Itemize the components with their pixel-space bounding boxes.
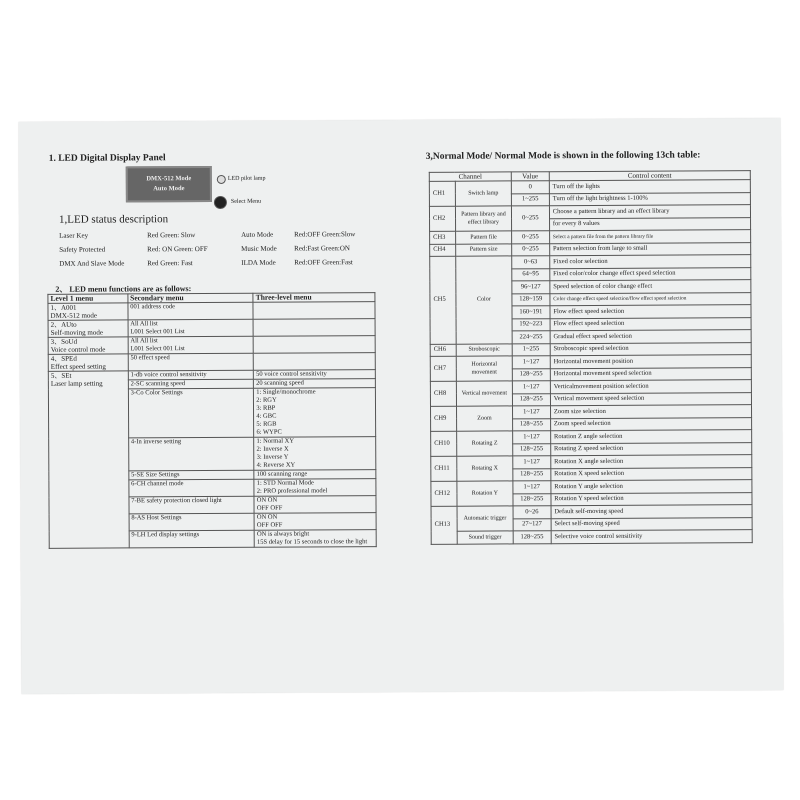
value-cell: 160~191 xyxy=(512,306,550,319)
panel-title: 1. LED Digital Display Panel xyxy=(48,153,166,164)
channel-function-cell: Sound trigger xyxy=(457,531,513,544)
control-content-cell: Rotation Y speed selection xyxy=(551,492,752,506)
control-content-cell: Rotation Z angle selection xyxy=(550,430,751,444)
secondary-cell: 001 address code xyxy=(128,302,254,320)
level1-cell: 1、A001 DMX-512 mode xyxy=(48,303,128,320)
level3-cell xyxy=(253,336,375,354)
status-list xyxy=(59,230,399,274)
status-key: Music Mode xyxy=(241,244,277,253)
status-value: Red:OFF Green:Fast xyxy=(294,258,353,267)
value-cell: 1~255 xyxy=(511,193,549,206)
channel-header: Channel xyxy=(429,172,511,181)
select-menu-label: Select Menu xyxy=(230,198,262,205)
secondary-cell: All All list L001 Select 001 List xyxy=(128,319,254,337)
level3-cell: 50 voice control sensitivity xyxy=(254,370,376,380)
status-key: Laser Key xyxy=(59,231,89,240)
channel-id-cell: CH1 xyxy=(429,181,455,206)
level3-cell: ON ON OFF OFF xyxy=(254,496,376,514)
status-value: Red:Fast Green:ON xyxy=(294,244,350,253)
lcd-line-2: Auto Mode xyxy=(153,185,185,193)
channel-function-cell: Switch lamp xyxy=(455,181,511,206)
value-cell: 128~255 xyxy=(513,468,551,481)
channel-function-cell: Rotation Y xyxy=(457,481,513,506)
secondary-cell: All All list L001 Select 001 List xyxy=(128,336,254,354)
value-cell: 0~255 xyxy=(511,206,549,231)
menu-row xyxy=(48,336,375,355)
level3-cell: ON is always bright 15S delay for 15 seconds to close the light xyxy=(254,530,376,548)
channel-id-cell: CH8 xyxy=(430,381,456,406)
control-content-cell: Select a pattern file from the pattern library file xyxy=(549,230,750,244)
menu-row xyxy=(48,353,375,372)
secondary-cell: 8-AS Host Settings xyxy=(129,513,255,531)
value-cell: 1~127 xyxy=(513,481,551,494)
control-content-cell: Verticalmovement position selection xyxy=(550,380,751,394)
level3-cell xyxy=(253,302,375,320)
secondary-cell: 4-In inverse setting xyxy=(128,437,254,471)
channel-function-cell: Pattern size xyxy=(456,243,512,256)
channel-function-cell: Color xyxy=(456,256,512,344)
channel-function-cell: Vertical movement xyxy=(456,381,512,406)
level1-cell: 5、SEt Laser lamp setting xyxy=(48,371,129,548)
value-cell: 1~127 xyxy=(512,356,550,369)
control-content-cell: Fixed color/color change effect speed selection xyxy=(550,267,751,281)
channel-id-cell: CH3 xyxy=(430,231,456,244)
channel-function-cell: Rotating Z xyxy=(457,431,513,456)
channel-function-cell: Horizontal movement xyxy=(456,356,512,381)
content-header: Control content xyxy=(549,171,750,181)
channel-id-cell: CH2 xyxy=(429,206,455,231)
control-content-cell: Stroboscopic speed selection xyxy=(550,342,751,356)
value-cell: 128~255 xyxy=(513,493,551,506)
value-cell: 96~127 xyxy=(512,281,550,294)
value-cell: 1~127 xyxy=(513,456,551,469)
channel-id-cell: CH10 xyxy=(431,431,457,456)
status-title: 1,LED status description xyxy=(58,213,169,226)
select-menu-button-icon xyxy=(214,196,227,209)
status-value: Red Green: Fast xyxy=(147,259,193,268)
control-content-cell: Turn off the light brightness 1-100% xyxy=(549,192,750,206)
level1-cell: 3、SoUd Voice control mode xyxy=(48,337,128,354)
secondary-cell: 5-SE Size Settings xyxy=(129,470,255,480)
control-content-cell: Selective voice control sensitivity xyxy=(551,530,752,544)
channel-function-cell: Automatic trigger xyxy=(457,506,513,531)
secondary-cell: 9-LH Led display settings xyxy=(129,530,255,548)
channel-id-cell: CH13 xyxy=(431,506,457,544)
menu-header: Secondary menu xyxy=(128,293,254,303)
level3-cell xyxy=(253,319,375,337)
value-cell: 0~255 xyxy=(511,231,549,244)
secondary-cell: 1-db voice control sensitivity xyxy=(128,370,254,380)
control-content-cell: for every 8 values xyxy=(549,217,750,231)
channel-id-cell: CH4 xyxy=(430,244,456,257)
status-key: Safety Protected xyxy=(59,245,106,254)
menu-title: 2、 LED menu functions are as follows: xyxy=(55,284,192,294)
channel-function-cell: Rotating X xyxy=(457,456,513,481)
control-content-cell: Rotating Z speed selection xyxy=(551,442,752,456)
value-cell: 1~127 xyxy=(512,406,550,419)
menu-row xyxy=(48,302,375,321)
control-content-cell: Choose a pattern library and an effect library xyxy=(549,205,750,219)
value-cell: 128~255 xyxy=(513,531,551,544)
control-content-cell: Zoom size selection xyxy=(550,405,751,419)
control-content-cell: Gradual effect speed selection xyxy=(550,330,751,344)
level1-cell: 4、SPEd Effect speed setting xyxy=(48,354,128,371)
control-content-cell: Rotation Y angle selection xyxy=(551,480,752,494)
level3-cell: 1: Normal XY 2: Inverse X 3: Inverse Y 4: Reverse XY xyxy=(254,437,376,471)
led-pilot-label: LED pilot lamp xyxy=(227,175,266,182)
level3-cell: 20 scanning speed xyxy=(254,379,376,389)
level3-cell xyxy=(254,353,376,371)
control-content-cell: Horizontal movement position xyxy=(550,355,751,369)
document-sheet xyxy=(19,118,784,694)
lcd-line-1: DMX-512 Mode xyxy=(146,175,192,183)
channel-id-cell: CH9 xyxy=(431,406,457,431)
status-value: Red: ON Green: OFF xyxy=(147,245,208,254)
channel-table xyxy=(429,170,753,544)
control-content-cell: Horizontal movement speed selection xyxy=(550,367,751,381)
secondary-cell: 3-Co Color Settings xyxy=(128,388,254,438)
control-content-cell: Flow effect speed selection xyxy=(550,305,751,319)
status-key: ILDA Mode xyxy=(241,258,276,267)
menu-table xyxy=(47,292,376,549)
status-value: Red Green: Slow xyxy=(147,231,196,240)
value-cell: 128~255 xyxy=(512,393,550,406)
value-cell: 224~255 xyxy=(512,331,550,344)
control-content-cell: Fixed color selection xyxy=(550,255,751,269)
channel-id-cell: CH12 xyxy=(431,481,457,506)
menu-header: Three-level menu xyxy=(253,293,375,303)
menu-row xyxy=(48,319,375,338)
status-key: DMX And Slave Mode xyxy=(59,259,125,268)
control-content-cell: Default self-moving speed xyxy=(551,505,752,519)
level3-cell: ON ON OFF OFF xyxy=(254,513,376,531)
status-value: Red:OFF Green:Slow xyxy=(294,230,356,239)
channel-function-cell: Pattern file xyxy=(456,231,512,244)
value-cell: 1~127 xyxy=(512,431,550,444)
secondary-cell: 50 effect speed xyxy=(128,353,254,371)
value-header: Value xyxy=(511,172,549,181)
channel-id-cell: CH11 xyxy=(431,456,457,481)
value-cell: 64~95 xyxy=(512,268,550,281)
control-content-cell: Pattern selection from large to small xyxy=(549,242,750,256)
led-pilot-lamp-icon xyxy=(217,175,226,184)
secondary-cell: 6-CH channel mode xyxy=(129,479,255,497)
control-content-cell: Speed selection of color change effect xyxy=(550,280,751,294)
level3-cell: 1: Single/monochrome 2: RGY 3: RBP 4: GBC 5: RGB 6: WYPC xyxy=(254,388,376,438)
channel-function-cell: Stroboscopic xyxy=(456,343,512,356)
channel-row xyxy=(431,530,752,544)
value-cell: 0~26 xyxy=(513,506,551,519)
lcd-display xyxy=(126,166,212,202)
value-cell: 128~255 xyxy=(512,368,550,381)
channel-id-cell: CH7 xyxy=(430,356,456,381)
control-content-cell: Rotation X angle selection xyxy=(551,455,752,469)
value-cell: 128~255 xyxy=(513,443,551,456)
control-content-cell: Rotation X speed selection xyxy=(551,467,752,481)
status-key: Auto Mode xyxy=(241,230,274,239)
control-content-cell: Flow effect speed selection xyxy=(550,317,751,331)
control-content-cell: Vertical movement speed selection xyxy=(550,392,751,406)
channel-id-cell: CH5 xyxy=(430,256,456,344)
value-cell: 0~63 xyxy=(512,256,550,269)
value-cell: 192~223 xyxy=(512,318,550,331)
value-cell: 0~255 xyxy=(512,243,550,256)
control-content-cell: Select self-moving speed xyxy=(551,517,752,531)
level3-cell: 100 scanning range xyxy=(254,470,376,480)
value-cell: 27~127 xyxy=(513,518,551,531)
value-cell: 128~255 xyxy=(512,418,550,431)
level3-cell: 1: STD Normal Mode 2: PRO professional model xyxy=(254,479,376,497)
channel-id-cell: CH6 xyxy=(430,344,456,357)
value-cell: 0 xyxy=(511,181,549,194)
menu-header: Level 1 menu xyxy=(48,294,128,303)
channel-function-cell: Zoom xyxy=(456,406,512,431)
value-cell: 1~127 xyxy=(512,381,550,394)
channel-function-cell: Pattern library and effect library xyxy=(455,206,511,231)
control-content-cell: Turn off the lights xyxy=(549,180,750,194)
status-row xyxy=(59,258,399,274)
channel-table-title: 3,Normal Mode/ Normal Mode is shown in the following 13ch table: xyxy=(425,150,701,162)
control-content-cell: Color change effect speed selection/flow effect speed selection xyxy=(550,292,751,306)
value-cell: 1~255 xyxy=(512,343,550,356)
secondary-cell: 7-BE safety protection closed light xyxy=(129,496,255,514)
level1-cell: 2、AUto Self-moving mode xyxy=(48,320,128,337)
control-content-cell: Zoom speed selection xyxy=(550,417,751,431)
secondary-cell: 2-SC scanning speed xyxy=(128,379,254,389)
value-cell: 128~159 xyxy=(512,293,550,306)
